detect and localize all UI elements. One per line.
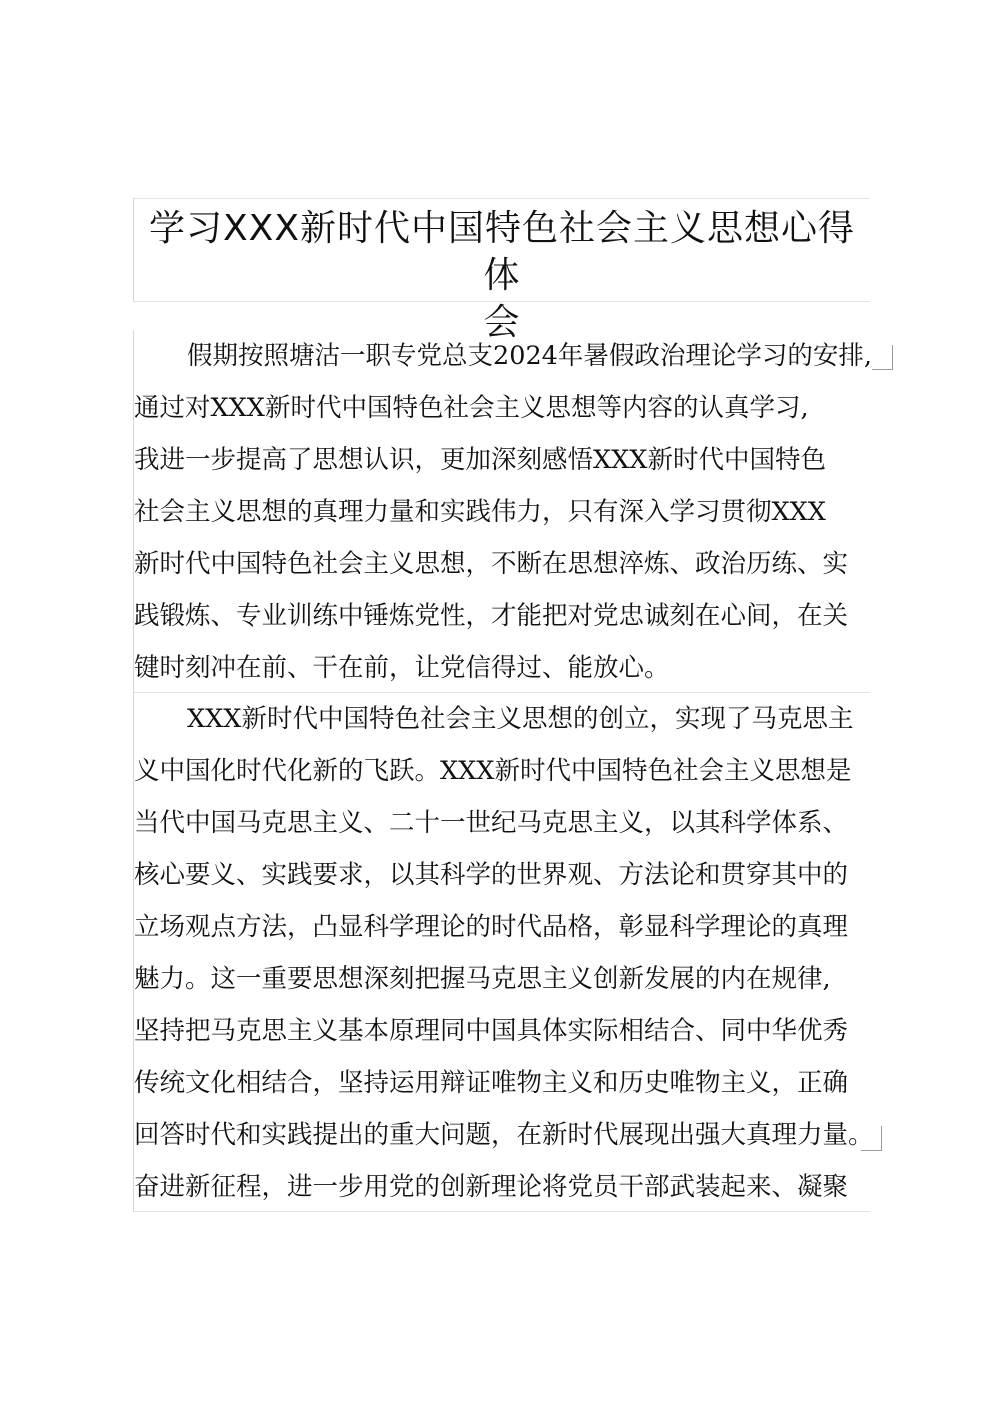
text-line: 我进一步提高了思想认识，更加深刻感悟XXX新时代中国特色 [134,445,826,475]
document-title [134,199,870,346]
title-line-2: 会 [483,302,521,343]
text-line: 当代中国马克思主义、二十一世纪马克思主义，以其科学体系、 [134,808,849,838]
paragraph-mark-icon [861,1126,882,1151]
title-block [133,198,870,343]
text-line: 践锻炼、专业训练中锤炼党性，才能把对党忠诚刻在心间，在关 [134,601,849,631]
text-line: 键时刻冲在前、干在前，让党信得过、能放心。 [134,653,670,683]
title-line-1: 学习XXX新时代中国特色社会主义思想心得体 [149,208,855,296]
text-line: 回答时代和实践提出的重大问题，在新时代展现出强大真理力量。 [134,1120,874,1150]
text-line: 坚持把马克思主义基本原理同中国具体实际相结合、同中华优秀 [134,1016,849,1046]
text-line: 奋进新征程，进一步用党的创新理论将党员干部武装起来、凝聚 [134,1172,849,1202]
text-line: 社会主义思想的真理力量和实践伟力，只有深入学习贯彻XXX [134,497,826,527]
text-line: 通过对XXX新时代中国特色社会主义思想等内容的认真学习, [134,393,809,423]
text-line: 义中国化时代化新的飞跃。XXX新时代中国特色社会主义思想是 [134,756,852,786]
text-line: 魅力。这一重要思想深刻把握马克思主义创新发展的内在规律, [134,964,831,994]
text-line: 假期按照塘沽一职专党总支2024年暑假政治理论学习的安排, [187,341,873,371]
text-line: 立场观点方法，凸显科学理论的时代品格，彰显科学理论的真理 [134,912,849,942]
text-line: 传统文化相结合，坚持运用辩证唯物主义和历史唯物主义，正确 [134,1068,849,1098]
paragraph-2 [133,692,874,1212]
paragraph-1 [133,330,873,692]
text-line: XXX新时代中国特色社会主义思想的创立，实现了马克思主 [187,704,854,734]
text-line: 新时代中国特色社会主义思想，不断在思想淬炼、政治历练、实 [134,549,849,579]
text-line: 核心要义、实践要求，以其科学的世界观、方法论和贯穿其中的 [134,860,849,890]
paragraph-mark-icon [872,345,893,370]
